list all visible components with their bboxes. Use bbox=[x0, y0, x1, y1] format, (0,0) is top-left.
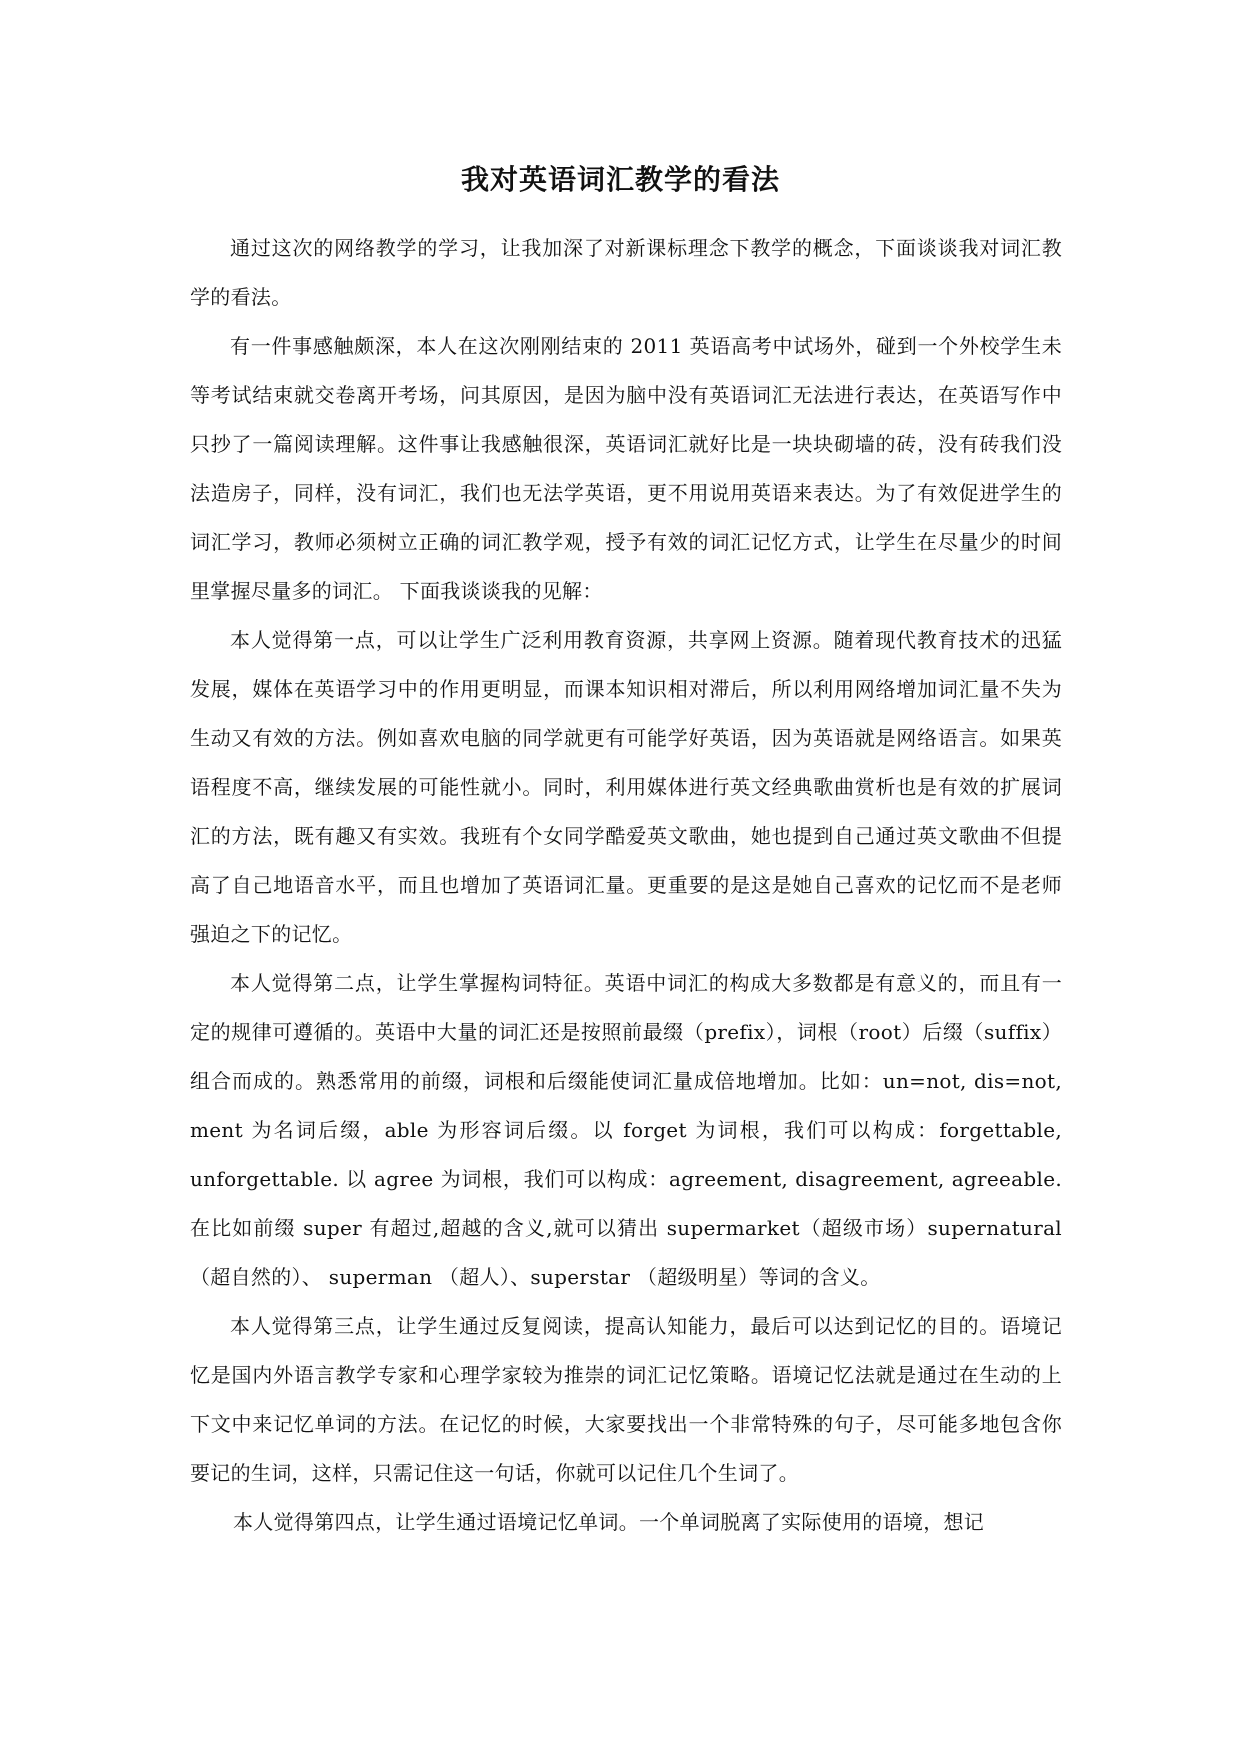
paragraph-point-four: 本人觉得第四点，让学生通过语境记忆单词。一个单词脱离了实际使用的语境，想记 bbox=[233, 1510, 985, 1534]
paragraph-anecdote: 有一件事感触颇深，本人在这次刚刚结束的 2011 英语高考中试场外，碰到一个外校学生未等考试结束就交卷离开考场，问其原因，是因为脑中没有英语词汇无法进行表达，在英语写作中只抄了一篇阅读理解。这件事让我感触很深，英语词汇就好比是一块块砌墙的砖，没有砖我们没法造房子，同样，没有词汇，我们也无法学英语，更不用说用英语来表达。为了有效促进学生的词汇学习，教师必须树立正确的词汇教学观，授予有效的词汇记忆方式，让学生在尽量少的时间里掌握尽量多的词汇。 下面我谈谈我的见解： bbox=[190, 334, 1062, 603]
paragraph-point-two: 本人觉得第二点，让学生掌握构词特征。英语中词汇的构成大多数都是有意义的，而且有一定的规律可遵循的。英语中大量的词汇还是按照前最缀（prefix），词根（root）后缀（suffix）组合而成的。熟悉常用的前缀，词根和后缀能使词汇量成倍地增加。比如：un=not, dis=not, ment 为名词后缀，able 为形容词后缀。以 forget 为词根，我们可以构成：forgettable, unforgettable. 以 agree 为词根，我们可以构成：agreement, disagreement, agreeable.在比如前缀 super 有超过,超越的含义,就可以猜出 supermarket（超级市场）supernatural（超自然的）、 superman （超人）、superstar （超级明星）等词的含义。 bbox=[190, 971, 1062, 1289]
document-body bbox=[190, 224, 1062, 1547]
paragraph-point-one: 本人觉得第一点，可以让学生广泛利用教育资源，共享网上资源。随着现代教育技术的迅猛发展，媒体在英语学习中的作用更明显，而课本知识相对滞后，所以利用网络增加词汇量不失为生动又有效的方法。例如喜欢电脑的同学就更有可能学好英语，因为英语就是网络语言。如果英语程度不高，继续发展的可能性就小。同时，利用媒体进行英文经典歌曲赏析也是有效的扩展词汇的方法，既有趣又有实效。我班有个女同学酷爱英文歌曲，她也提到自己通过英文歌曲不但提高了自己地语音水平，而且也增加了英语词汇量。更重要的是这是她自己喜欢的记忆而不是老师强迫之下的记忆。 bbox=[190, 628, 1062, 946]
document-title: 我对英语词汇教学的看法 bbox=[460, 163, 780, 196]
paragraph-point-three: 本人觉得第三点，让学生通过反复阅读，提高认知能力，最后可以达到记忆的目的。语境记忆是国内外语言教学专家和心理学家较为推崇的词汇记忆策略。语境记忆法就是通过在生动的上下文中来记忆单词的方法。在记忆的时候，大家要找出一个非常特殊的句子，尽可能多地包含你要记的生词，这样，只需记住这一句话，你就可以记住几个生词了。 bbox=[190, 1314, 1062, 1485]
paragraph-intro: 通过这次的网络教学的学习，让我加深了对新课标理念下教学的概念，下面谈谈我对词汇教学的看法。 bbox=[190, 236, 1062, 309]
